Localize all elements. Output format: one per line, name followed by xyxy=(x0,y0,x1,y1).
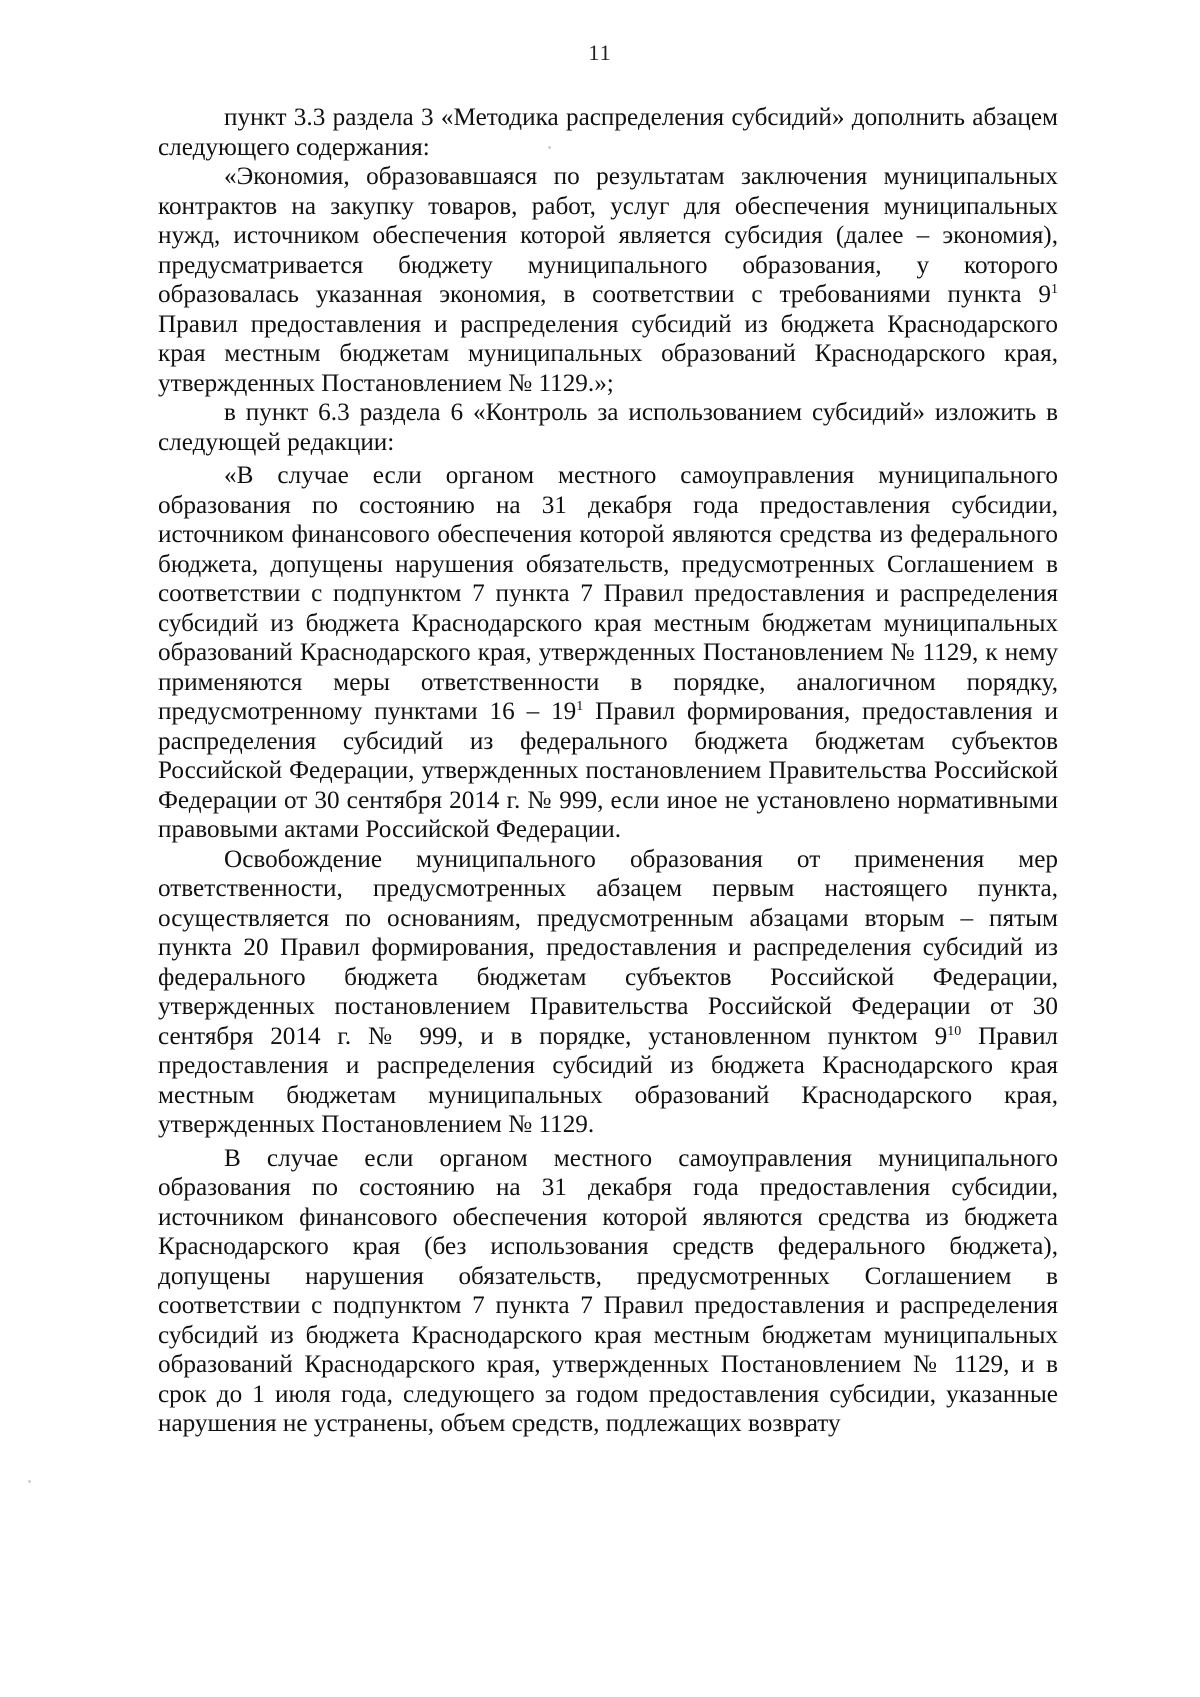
scan-speck xyxy=(548,146,551,149)
paragraph-4-text-a: «В случае если органом местного самоуправления муниципального образования по состоянию на 31 декабря года предоставления субсидии, источником финансового обеспечения которой являются средства из федерального бюджета, допущены нарушения обязательств, предусмотренных Соглашением в соответствии с подпунктом 7 пункта 7 Правил предоставления и распределения субсидий из бюджета Краснодарского края местным бюджетам муниципальных образований Краснодарского края, утвержденных Постановлением № 1129, к нему применяются меры ответственности в порядке, аналогичном порядку, предусмотренному пунктами 16 – 19 xyxy=(158,462,1058,725)
paragraph-2-text-a: «Экономия, образовавшаяся по результатам заключения муниципальных контрактов на закупку товаров, работ, услуг для обеспечения муниципальных нужд, источником обеспечения которой является субсидия (далее – экономия), предусматривается бюджету муниципального образования, у которого образовалась указанная экономия, в соответствии с требованиями пункта 9 xyxy=(158,163,1058,308)
paragraph-5 xyxy=(158,845,1058,1140)
paragraph-2 xyxy=(158,162,1058,398)
paragraph-5-text-a: Освобождение муниципального образования от применения мер ответственности, предусмотренных абзацем первым настоящего пункта, осуществляется по основаниям, предусмотренным абзацами вторым – пятым пункта 20 Правил формирования, предоставления и распределения субсидий из федерального бюджета бюджетам субъектов Российской Федерации, утвержденных постановлением Правительства Российской Федерации от 30 сентября 2014 г. № 999, и в порядке, установленном пунктом 9 xyxy=(158,845,1058,1050)
paragraph-1 xyxy=(158,103,1058,162)
paragraph-1-text: пункт 3.3 раздела 3 «Методика распределения субсидий» дополнить абзацем следующего содержания: xyxy=(158,104,1058,161)
scan-speck xyxy=(28,1480,31,1483)
paragraph-5-text-b: Правил предоставления и распределения субсидий из бюджета Краснодарского края местным бюджетам муниципальных образований Краснодарского края, утвержденных Постановлением № 1129. xyxy=(158,1022,1058,1138)
paragraph-6 xyxy=(158,1144,1058,1439)
superscript-index: 1 xyxy=(576,699,584,714)
paragraph-4 xyxy=(158,461,1058,845)
page-number: 11 xyxy=(588,40,612,65)
paragraph-3-text: в пункт 6.3 раздела 6 «Контроль за использованием субсидий» изложить в следующей редакции: xyxy=(158,399,1058,456)
paragraph-4-text-b: Правил формирования, предоставления и распределения субсидий из федерального бюджета бюджетам субъектов Российской Федерации, утвержденных постановлением Правительства Российской Федерации от 30 сентября 2014 г. № 999, если иное не установлено нормативными правовыми актами Российской Федерации. xyxy=(158,698,1058,843)
paragraph-2-text-b: Правил предоставления и распределения субсидий из бюджета Краснодарского края местным бюджетам муниципальных образований Краснодарского края, утвержденных Постановлением № 1129.»; xyxy=(158,310,1058,397)
superscript-index: 10 xyxy=(947,1023,962,1039)
paragraph-6-text: В случае если органом местного самоуправления муниципального образования по состоянию на 31 декабря года предоставления субсидии, источником финансового обеспечения которой являются средства из бюджета Краснодарского края (без использования средств федерального бюджета), допущены нарушения обязательств, предусмотренных Соглашением в соответствии с подпунктом 7 пункта 7 Правил предоставления и распределения субсидий из бюджета Краснодарского края местным бюджетам муниципальных образований Краснодарского края, утвержденных Постановлением № 1129, и в срок до 1 июля года, следующего за годом предоставления субсидии, указанные нарушения не устранены, объем средств, подлежащих возврату xyxy=(158,1144,1058,1437)
paragraph-3 xyxy=(158,398,1058,457)
superscript-index: 1 xyxy=(1051,282,1058,297)
document-body xyxy=(158,103,1058,1439)
